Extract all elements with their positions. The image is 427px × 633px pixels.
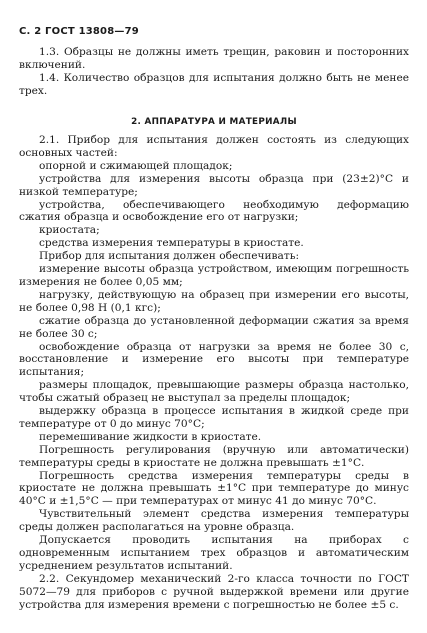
page-header: С. 2 ГОСТ 13808—79 <box>19 26 139 37</box>
section-2-text <box>19 134 409 612</box>
paragraph: сжатие образца до установленной деформации сжатия за время не более 30 с; <box>19 314 409 340</box>
paragraph: 2.2. Секундомер механический 2-го класса точности по ГОСТ 5072—79 для приборов с ручной выдержкой времени или другие устройства для измерения времени с погрешностью не более ±5 с. <box>19 572 409 611</box>
paragraph-1-4: 1.4. Количество образцов для испытания должно быть не менее трех. <box>19 71 409 97</box>
paragraph: освобождение образца от нагрузки за время не более 30 с, восстановление и измерение его высоты при температуре испытания; <box>19 340 409 379</box>
section-title: 2. АППАРАТУРА И МАТЕРИАЛЫ <box>131 117 297 127</box>
section-title-block <box>19 116 409 129</box>
paragraph: устройства для измерения высоты образца при (23±2)°С и низкой температуре; <box>19 172 409 198</box>
paragraph: криостата; <box>39 224 100 237</box>
paragraph: размеры площадок, превышающие размеры образца настолько, чтобы сжатый образец не выступал за пределы площадок; <box>19 379 409 405</box>
paragraph: нагрузку, действующую на образец при измерении его высоты, не более 0,98 Н (0,1 кгс); <box>19 288 409 314</box>
paragraph-1-3: 1.3. Образцы не должны иметь трещин, раковин и посторонних включений. <box>19 46 409 71</box>
paragraph: перемешивание жидкости в криостате. <box>39 430 262 443</box>
paragraph: Допускается проводить испытания на приборах с одновременным испытанием трех образцов и автоматическим усреднением результатов испытаний. <box>19 534 409 572</box>
paragraph: измерение высоты образца устройством, имеющим погрешность измерения не более 0,05 мм; <box>19 263 409 288</box>
paragraph: Прибор для испытания должен обеспечивать: <box>39 250 300 263</box>
paragraph: устройства, обеспечивающего необходимую деформацию сжатия образца и освобождение его от нагрузки; <box>19 198 409 224</box>
paragraph: Погрешность регулирования (вручную или автоматически) температуры среды в криостате не должна превышать ±1°С. <box>19 443 409 469</box>
paragraph: Чувствительный элемент средства измерения температуры среды должен располагаться на уровне образца. <box>19 508 409 534</box>
paragraph: средства измерения температуры в криостате. <box>39 237 304 250</box>
paragraph: Погрешность средства измерения температуры среды в криостате не должна превышать ±1°С при температуре до минус 40°С и ±1,5°С — при температурах от минус 41 до минус 70°С. <box>19 469 409 508</box>
paragraph: 2.1. Прибор для испытания должен состоять из следующих основных частей: <box>19 134 409 159</box>
paragraph: выдержку образца в процессе испытания в жидкой среде при температуре от 0 до минус 70°С; <box>19 405 409 430</box>
paragraph: опорной и сжимающей площадок; <box>39 159 233 172</box>
intro-text <box>19 46 409 98</box>
